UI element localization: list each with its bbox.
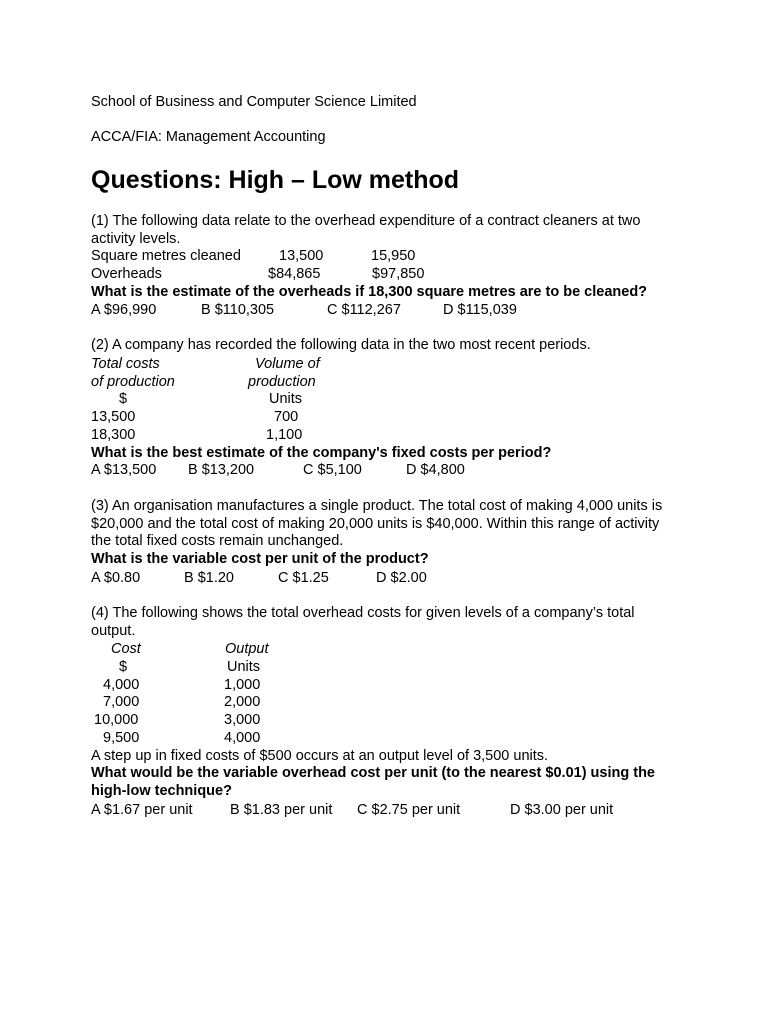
q1-row-value: 13,500 xyxy=(279,248,324,264)
q4-cost-cell: 9,500 xyxy=(103,730,140,746)
q2-option-d: D $4,800 xyxy=(406,462,465,478)
q4-col2-unit: Units xyxy=(227,659,261,675)
q3-option-d: D $2.00 xyxy=(376,570,427,586)
q4-option-a: A $1.67 per unit xyxy=(91,802,193,818)
q2-question: What is the best estimate of the company's fixed costs per period? xyxy=(91,445,552,461)
q4-question: What would be the variable overhead cost per unit (to the nearest $0.01) using the high-low technique? xyxy=(91,765,655,799)
q4-output-cell: 2,000 xyxy=(224,694,261,710)
q3-option-b: B $1.20 xyxy=(184,570,234,586)
q4-intro: (4) The following shows the total overhead costs for given levels of a company’s total output. xyxy=(91,605,635,639)
q2-col2-head: production xyxy=(248,374,316,390)
q3-question: What is the variable cost per unit of the product? xyxy=(91,551,429,567)
q4-cost-cell: 4,000 xyxy=(103,677,140,693)
q1-option-d: D $115,039 xyxy=(443,302,517,318)
q4-option-d: D $3.00 per unit xyxy=(510,802,614,818)
q1-intro: (1) The following data relate to the overhead expenditure of a contract cleaners at two activity levels. xyxy=(91,213,641,247)
q1-row-value: $84,865 xyxy=(268,266,321,282)
q4-col2-head: Output xyxy=(225,641,269,657)
q2-units-cell: 700 xyxy=(274,409,299,425)
q2-col2-head: Volume of xyxy=(255,356,320,372)
q2-intro: (2) A company has recorded the following data in the two most recent periods. xyxy=(91,337,591,353)
q1-row-label: Overheads xyxy=(91,266,162,282)
q1-row-label: Square metres cleaned xyxy=(91,248,241,264)
school-name: School of Business and Computer Science Limited xyxy=(91,94,417,110)
q4-note: A step up in fixed costs of $500 occurs at an output level of 3,500 units. xyxy=(91,748,549,764)
q2-col1-unit: $ xyxy=(119,391,128,407)
q1-row-value: $97,850 xyxy=(372,266,425,282)
course-name: ACCA/FIA: Management Accounting xyxy=(91,129,326,145)
q3-intro: (3) An organisation manufactures a single product. The total cost of making 4,000 units is $20,000 and the total cost of making 20,000 units is $40,000. Within this range of activity the total fixed costs remain unchanged. xyxy=(91,498,663,549)
q4-col1-unit: $ xyxy=(119,659,128,675)
q4-output-cell: 4,000 xyxy=(224,730,261,746)
q1-option-a: A $96,990 xyxy=(91,302,157,318)
q3-option-a: A $0.80 xyxy=(91,570,141,586)
q3-option-c: C $1.25 xyxy=(278,570,329,586)
q1-row-value: 15,950 xyxy=(371,248,416,264)
q2-option-c: C $5,100 xyxy=(303,462,362,478)
q4-output-cell: 3,000 xyxy=(224,712,261,728)
q2-option-a: A $13,500 xyxy=(91,462,157,478)
q1-option-c: C $112,267 xyxy=(327,302,401,318)
q4-output-cell: 1,000 xyxy=(224,677,261,693)
q2-cost-cell: 13,500 xyxy=(91,409,136,425)
q2-option-b: B $13,200 xyxy=(188,462,255,478)
q2-col1-head: of production xyxy=(91,374,175,390)
q2-units-cell: 1,100 xyxy=(266,427,303,443)
q1-question: What is the estimate of the overheads if 18,300 square metres are to be cleaned? xyxy=(91,284,648,300)
q4-option-b: B $1.83 per unit xyxy=(230,802,333,818)
q4-option-c: C $2.75 per unit xyxy=(357,802,461,818)
q2-col2-unit: Units xyxy=(269,391,303,407)
q4-col1-head: Cost xyxy=(111,641,141,657)
q4-cost-cell: 10,000 xyxy=(94,712,139,728)
q1-option-b: B $110,305 xyxy=(201,302,275,318)
q4-cost-cell: 7,000 xyxy=(103,694,140,710)
q2-cost-cell: 18,300 xyxy=(91,427,136,443)
q2-col1-head: Total costs xyxy=(91,356,160,372)
page-title: Questions: High – Low method xyxy=(91,166,460,194)
